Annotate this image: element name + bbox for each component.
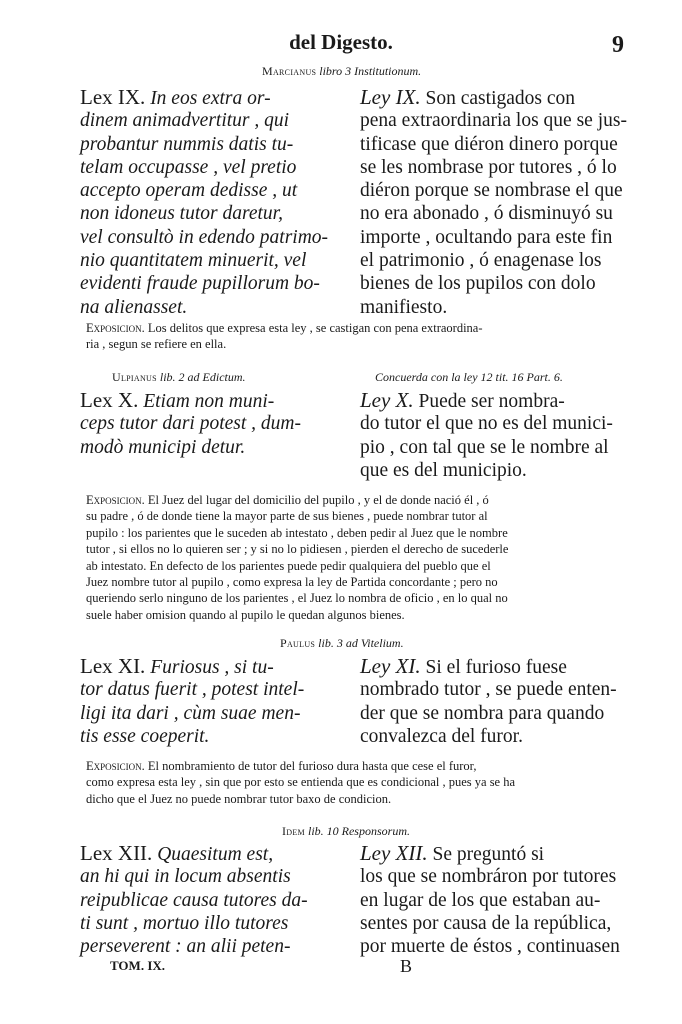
exposicion-lex-x: Exposicion. El Juez del lugar del domicilio del pupilo , y el de donde nació él , ó su padre , ó de donde tiene la mayor parte de sus bienes , puede nombrar tutor al pupilo : los parientes que le suceden ab intestato , deben pedir al Juez que le nombre tutor , si ellos no lo quieren ser ; y si no lo pidiesen , pierden el derecho de sucederle ab intestato. En defecto de los parientes puede pedir qualquiera del pueblo que el Juez nombre tutor al pupilo , como expresa la ley de Partida concordante ; pero no queriendo serlo ninguno de los parientes , el Juez lo nombra de oficio , en lo qual no suele haber omision quando al pupilo le quedan algunos bienes. bbox=[86, 493, 509, 622]
source-citation: Idem lib. 10 Responsorum. bbox=[282, 824, 410, 838]
lex-heading: Lex X. bbox=[80, 388, 139, 412]
signature-tom: TOM. IX. bbox=[110, 958, 166, 973]
lex-heading: Lex IX. bbox=[80, 85, 146, 109]
latin-text-lex-xi: Lex XI. Furiosus , si tu- tor datus fuerit , potest intel- ligi ita dari , cùm suae men- tis esse coeperit. bbox=[80, 654, 305, 747]
running-title: del Digesto. bbox=[289, 30, 393, 54]
source-citation: Paulus lib. 3 ad Vitelium. bbox=[280, 636, 404, 650]
latin-text-lex-xii: Lex XII. Quaesitum est, an hi qui in locum absentis reipublicae causa tutores da- ti sunt , mortuo illo tutores perseverent : an alii peten- bbox=[80, 841, 308, 958]
latin-text-lex-x: Lex X. Etiam non muni- ceps tutor dari potest , dum- modò municipi detur. bbox=[80, 388, 301, 458]
source-citation: Marcianus libro 3 Institutionum. bbox=[262, 64, 422, 78]
exposicion-lex-ix: Exposicion. Los delitos que expresa esta ley , se castigan con pena extraordina- ria , segun se refiere en ella. bbox=[86, 321, 483, 352]
ley-heading: Ley IX. bbox=[360, 85, 421, 109]
signature-mark: B bbox=[400, 956, 413, 976]
concordance-citation: Concuerda con la ley 12 tit. 16 Part. 6. bbox=[375, 370, 563, 384]
running-head bbox=[0, 30, 682, 56]
page-number: 9 bbox=[612, 32, 624, 58]
spanish-text-ley-x: Ley X. Puede ser nombra- do tutor el que no es del munici- pio , con tal que se le nombre al que es del municipio. bbox=[360, 388, 613, 481]
ley-heading: Ley XII. bbox=[360, 841, 428, 865]
source-citation: Ulpianus lib. 2 ad Edictum. bbox=[112, 370, 246, 384]
spanish-text-ley-xii: Ley XII. Se preguntó si los que se nombráron por tutores en lugar de los que estaban au- sentes por causa de la república, por muerte de éstos , continuasen bbox=[360, 841, 620, 958]
spanish-text-ley-ix: Ley IX. Son castigados con pena extraordinaria los que se jus- tificase que diéron dinero porque se les nombrase por tutores , ó lo diéron porque se nombrase el que no era abonado , ó disminuyó su importe , ocultando para este fin el patrimonio , ó enagenase los bienes de los pupilos con dolo manifiesto. bbox=[360, 85, 627, 318]
ley-heading: Ley X. bbox=[360, 388, 414, 412]
lex-heading: Lex XI. bbox=[80, 654, 146, 678]
latin-text-lex-ix: Lex IX. In eos extra or- dinem animadvertitur , qui probantur nummis datis tu- telam occupasse , vel pretio accepto operam dedisse , ut non idoneus tutor daretur, vel consultò in edendo patrimo- nio quantitatem minuerit, vel evidenti fraude pupillorum bo- na alienasset. bbox=[80, 85, 329, 318]
spanish-text-ley-xi: Ley XI. Si el furioso fuese nombrado tutor , se puede enten- der que se nombra para quando convalezca del furor. bbox=[360, 654, 617, 747]
lex-heading: Lex XII. bbox=[80, 841, 153, 865]
ley-heading: Ley XI. bbox=[360, 654, 421, 678]
exposicion-lex-xi: Exposicion. El nombramiento de tutor del furioso dura hasta que cese el furor, como expresa esta ley , sin que por esto se entienda que es condicional , pues ya se ha dicho que el Juez no puede nombrar tutor baxo de condicion. bbox=[86, 759, 516, 806]
